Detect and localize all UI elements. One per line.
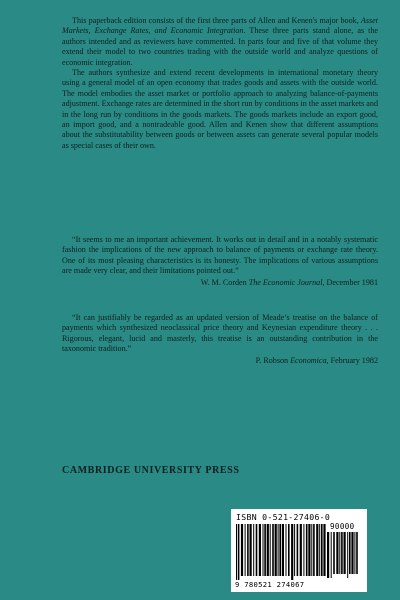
quote-1-source: The Economic Journal,	[248, 277, 325, 287]
barcode-bar	[356, 532, 358, 574]
barcode-bar	[300, 524, 302, 576]
barcode-bar	[245, 524, 246, 576]
barcode-bar	[241, 524, 243, 576]
barcode-bar	[288, 524, 290, 576]
quote-1-author: W. M. Corden	[200, 277, 247, 287]
quote-2-source: Economica,	[290, 355, 329, 365]
barcode-bar	[247, 524, 249, 576]
barcode-bar	[331, 532, 332, 578]
quote-2-author: P. Robson	[255, 355, 289, 365]
barcode-bar	[316, 524, 318, 576]
barcode-bar	[349, 532, 351, 574]
barcode-bar	[308, 524, 310, 576]
barcode-bar	[264, 524, 266, 576]
barcode-bar	[354, 532, 355, 574]
barcode-bar	[319, 524, 320, 576]
barcode-bar	[297, 524, 299, 576]
review-quote-1	[62, 235, 378, 288]
barcode-bar	[263, 524, 264, 576]
quote-1-text: “It seems to me an important achievement. It works out in detail and in a notably systematic fashion the implications of the new approach to balance of payments or exchange rate theory. One of its most pleasing characteristics is its honesty. The implications of various assumptions are made very clear, and their limitations pointed out.”	[62, 235, 378, 276]
barcode-bar	[306, 524, 308, 576]
publisher-name: CAMBRIDGE UNIVERSITY PRESS	[62, 465, 240, 476]
review-quote-2	[62, 313, 378, 366]
barcode-bar	[278, 524, 279, 576]
barcode-bar	[270, 524, 271, 576]
barcode-bar	[311, 524, 312, 576]
blurb-p1-text-b: . These three parts stand alone, as the authors intended and as reviewers have commented. In parts four and five of that volume they extend their model to two countries trading with the outside world and analyze questions of economic integration.	[62, 26, 378, 67]
barcode-bar	[321, 524, 323, 576]
barcode-bar	[313, 524, 315, 576]
barcode-bar	[323, 524, 325, 576]
barcode-bar	[339, 532, 340, 574]
barcode-bar	[256, 524, 258, 576]
blurb-p1-text-a: This paperback edition consists of the first three parts of Allen and Kenen's major book,	[72, 16, 361, 25]
book-title-ref: Asset Markets, Exchange Rates, and Economic Integration	[62, 16, 378, 36]
ean-number: 9 780521 274067	[235, 580, 305, 589]
quote-2-attribution	[62, 356, 378, 366]
quote-2-text: “It can justifiably be regarded as an updated version of Meade’s treatise on the balance of payments which synthesized neoclassical price theory and Keynesian expenditure theory . . . Rigorous, elegant, lucid and masterly, this treatise is an outstanding contribution in the taxonomic tradition.”	[62, 313, 378, 354]
blurb-paragraph-2: The authors synthesize and extend recent developments in international monetary theory using a general model of an open economy that trades goods and assets with the outside world. The model embodies the asset market or portfolio approach to analyzing balance-of-payments adjustment. Exchange rates are determined in the short run by conditions in the asset markets and in the long run by conditions in the goods markets. The goods markets include an export good, an import good, and a nontradeable good. Allen and Kenen show that different assumptions about the substitutability between goods or between assets can generate several popular models as special cases of their own.	[62, 68, 378, 150]
quote-2-date: February 1982	[330, 355, 378, 365]
barcode-bar	[294, 524, 295, 576]
description-blurb	[62, 16, 378, 151]
barcode-bar	[336, 532, 338, 574]
barcode-bar	[344, 532, 346, 574]
barcode-bar	[236, 524, 237, 580]
barcode-bar	[303, 524, 304, 576]
barcode-bar	[291, 524, 293, 580]
ean-barcode	[236, 524, 326, 580]
barcode-bar	[279, 524, 281, 576]
barcode-bar	[259, 524, 261, 576]
barcode-bar	[275, 524, 277, 576]
barcode-bar	[272, 524, 274, 576]
barcode-bar	[267, 524, 269, 576]
quote-1-date: December 1981	[326, 277, 378, 287]
barcode-panel	[231, 509, 367, 592]
barcode-bar	[351, 532, 353, 574]
quote-1-attribution	[62, 278, 378, 288]
barcode-bar	[327, 532, 329, 578]
addon-barcode	[327, 532, 361, 578]
addon-number: 90000	[330, 522, 355, 531]
barcode-bar	[238, 524, 240, 580]
isbn-label: ISBN 0-521-27406-0	[236, 512, 331, 522]
barcode-bar	[347, 532, 348, 578]
barcode-bar	[253, 524, 254, 576]
blurb-paragraph-1	[62, 16, 378, 68]
barcode-bar	[333, 532, 335, 574]
barcode-bar	[341, 532, 343, 574]
barcode-bar	[282, 524, 284, 576]
barcode-bar	[250, 524, 252, 576]
barcode-bar	[286, 524, 287, 576]
